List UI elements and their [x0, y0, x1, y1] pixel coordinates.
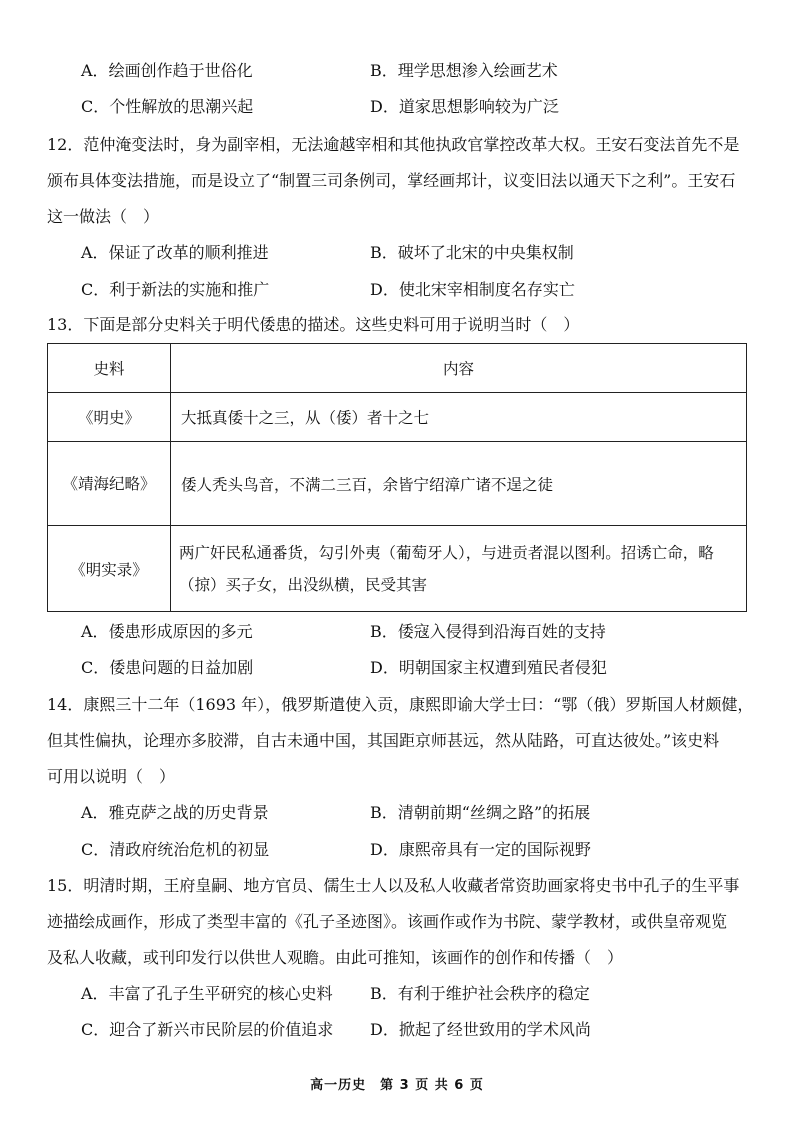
- page-footer: 高一历史 第 3 页 共 6 页: [310, 1078, 484, 1093]
- table-row: [48, 393, 747, 442]
- q13-option-a: A．倭患形成原因的多元: [81, 622, 253, 641]
- table-header-content: 内容: [171, 344, 747, 393]
- q12-stem-line-3: 这一做法（ ）: [47, 207, 160, 226]
- q15-option-d: D．掀起了经世致用的学术风尚: [370, 1020, 591, 1039]
- q14-option-b: B．清朝前期“丝绸之路”的拓展: [370, 803, 591, 822]
- q14-stem-line-3: 可用以说明（ ）: [47, 767, 176, 786]
- table-row: [48, 442, 747, 526]
- q14-option-c: C．清政府统治危机的初显: [81, 840, 270, 859]
- q12-option-d: D．使北宋宰相制度名存实亡: [370, 280, 575, 299]
- table-header-row: [48, 344, 747, 393]
- q15-option-b: B．有利于维护社会秩序的稳定: [370, 984, 590, 1003]
- q12-option-b: B．破坏了北宋的中央集权制: [370, 243, 574, 262]
- q12-option-c: C．利于新法的实施和推广: [81, 280, 270, 299]
- q15-option-c: C．迎合了新兴市民阶层的价值追求: [81, 1020, 334, 1039]
- q13-option-c: C．倭患问题的日益加剧: [81, 658, 254, 677]
- q13-option-b: B．倭寇入侵得到沿海百姓的支持: [370, 622, 606, 641]
- table-cell-content: 两广奸民私通番货，勾引外夷（葡萄牙人），与进贡者混以图利。招诱亡命，略（掠）买子女，出没纵横，民受其害: [171, 526, 747, 612]
- q14-stem-line-1: 14．康熙三十二年（1693 年），俄罗斯遣使入贡，康熙即谕大学士曰：“鄂（俄）罗斯国人材颇健，: [47, 695, 754, 714]
- q11-option-a: A．绘画创作趋于世俗化: [81, 61, 253, 80]
- table-cell-source: 《明实录》: [48, 526, 171, 612]
- q13-option-d: D．明朝国家主权遭到殖民者侵犯: [370, 658, 607, 677]
- q11-option-b: B．理学思想渗入绘画艺术: [370, 61, 558, 80]
- q12-option-a: A．保证了改革的顺利推进: [81, 243, 269, 262]
- q14-stem-line-2: 但其性偏执，论理亦多胶滞，自古未通中国，其国距京师甚远，然从陆路，可直达彼处。”该史料: [47, 731, 720, 750]
- q15-stem-line-3: 及私人收藏，或刊印发行以供世人观瞻。由此可推知，该画作的创作和传播（ ）: [47, 948, 624, 967]
- table-cell-content: 大抵真倭十之三，从（倭）者十之七: [171, 393, 747, 442]
- table-cell-source: 《靖海纪略》: [48, 442, 171, 526]
- table-row: [48, 526, 747, 612]
- q15-stem-line-2: 迹描绘成画作，形成了类型丰富的《孔子圣迹图》。该画作或作为书院、蒙学教材，或供皇帝观览: [47, 912, 728, 931]
- q14-option-a: A．雅克萨之战的历史背景: [81, 803, 269, 822]
- q12-stem-line-1: 12．范仲淹变法时，身为副宰相，无法逾越宰相和其他执政官掌控改革大权。王安石变法首先不是: [47, 135, 740, 154]
- q13-stem: 13．下面是部分史料关于明代倭患的描述。这些史料可用于说明当时（ ）: [47, 315, 580, 334]
- table-cell-source: 《明史》: [48, 393, 171, 442]
- q11-option-d: D．道家思想影响较为广泛: [370, 97, 559, 116]
- table-header-source: 史料: [48, 344, 171, 393]
- q11-option-c: C．个性解放的思潮兴起: [81, 97, 254, 116]
- q13-source-table: [47, 343, 747, 612]
- q14-option-d: D．康熙帝具有一定的国际视野: [370, 840, 591, 859]
- q12-stem-line-2: 颁布具体变法措施，而是设立了“制置三司条例司，掌经画邦计，议变旧法以通天下之利”。王安石: [47, 171, 736, 190]
- q15-option-a: A．丰富了孔子生平研究的核心史料: [81, 984, 333, 1003]
- table-cell-content: 倭人秃头鸟音，不满二三百，余皆宁绍漳广诸不逞之徒: [171, 442, 747, 526]
- q15-stem-line-1: 15．明清时期，王府皇嗣、地方官员、儒生士人以及私人收藏者常资助画家将史书中孔子的生平事: [47, 876, 740, 895]
